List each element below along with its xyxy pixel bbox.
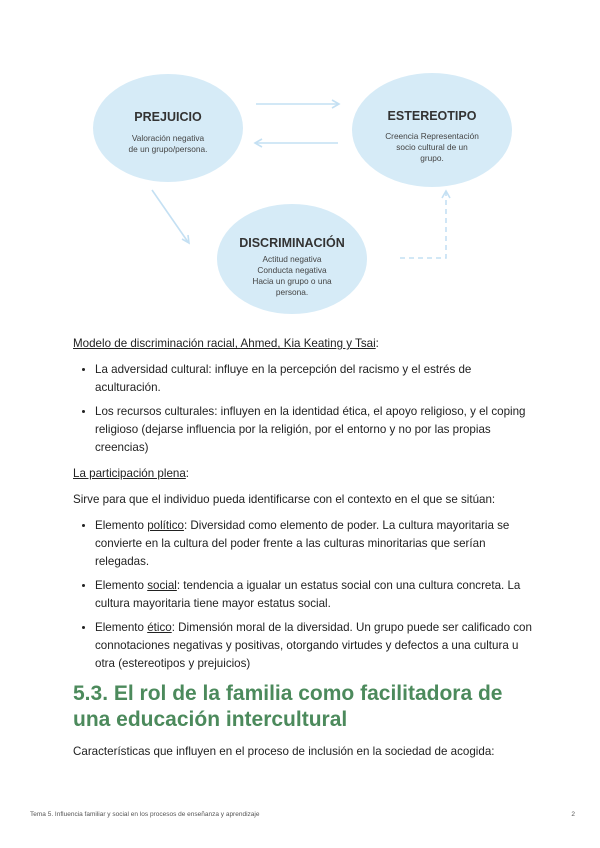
prejuicio-line-2: de un grupo/persona. <box>128 144 208 154</box>
model-heading-text: Modelo de discriminación racial, Ahmed, Kia Keating y Tsai <box>73 337 376 350</box>
item-prefix: Elemento <box>95 621 148 634</box>
discriminacion-line-1: Actitud negativa <box>262 254 322 264</box>
discriminacion-title: DISCRIMINACIÓN <box>239 236 345 250</box>
participation-heading-colon: : <box>185 467 190 480</box>
item-prefix: Elemento <box>95 519 148 532</box>
list-item <box>95 577 533 613</box>
participation-intro: Sirve para que el individuo pueda identificarse con el contexto en el que se sitúan: <box>73 493 496 506</box>
item-keyword: social <box>147 579 177 592</box>
item-text: : Diversidad como elemento de poder. La cultura mayoritaria se convierte en la cultura del poder frente a las culturas minoritarias que serían relegadas. <box>95 519 510 568</box>
prejuicio-circle <box>93 74 243 182</box>
participation-heading <box>73 465 533 483</box>
discriminacion-line-2: Conducta negativa <box>257 265 327 275</box>
discrimination-diagram <box>0 0 600 320</box>
page-footer <box>30 811 575 818</box>
estereotipo-title: ESTEREOTIPO <box>387 109 477 123</box>
participation-list <box>73 517 533 673</box>
estereotipo-circle <box>352 73 512 187</box>
arrow-prejuicio-to-discriminacion <box>152 190 189 243</box>
item-text: : Dimensión moral de la diversidad. Un grupo puede ser calificado con connotaciones negativas y positivas, otorgando virtudes y defectos a una cultura u otra (estereotipos y prejuicios) <box>95 621 532 670</box>
list-item <box>95 619 533 673</box>
section-intro: Características que influyen en el proceso de inclusión en la sociedad de acogida: <box>73 745 495 758</box>
estereotipo-line-3: grupo. <box>420 153 444 163</box>
list-item: • Los recursos culturales: influyen en la identidad ética, el apoyo religioso, y el coping religioso (dejarse influencia por la religión, por el entorno y no por las propias creencias) <box>95 403 533 457</box>
footer-text: Tema 5. Influencia familiar y social en los procesos de enseñanza y aprendizaje <box>30 811 260 818</box>
participation-heading-text: La participación plena <box>73 467 186 480</box>
arrow-prejuicio-to-estereotipo <box>256 100 339 108</box>
model-heading <box>73 335 533 353</box>
list-item: • La adversidad cultural: influye en la percepción del racismo y el estrés de aculturación. <box>95 361 533 397</box>
estereotipo-line-1: Creencia Representación <box>385 131 479 141</box>
arrow-discriminacion-to-estereotipo <box>400 191 450 258</box>
arrow-estereotipo-to-prejuicio <box>255 139 338 147</box>
item-prefix: Elemento <box>95 579 148 592</box>
model-list <box>73 361 533 457</box>
model-heading-colon: : <box>375 337 379 350</box>
item-text: : tendencia a igualar un estatus social con una cultura concreta. La cultura mayoritaria tiene mayor estatus social. <box>95 579 521 610</box>
list-item <box>95 517 533 571</box>
item-keyword: ético <box>147 621 172 634</box>
estereotipo-line-2: socio cultural de un <box>396 142 468 152</box>
discriminacion-line-4: persona. <box>275 287 309 297</box>
item-keyword: político <box>147 519 184 532</box>
page-number: 2 <box>571 811 575 818</box>
prejuicio-line-1: Valoración negativa <box>131 133 205 143</box>
document-body <box>73 335 533 769</box>
prejuicio-title: PREJUICIO <box>134 110 202 124</box>
discriminacion-line-3: Hacia un grupo o una <box>252 276 332 286</box>
section-title: 5.3. El rol de la familia como facilitadora de una educación intercultural <box>73 682 503 731</box>
